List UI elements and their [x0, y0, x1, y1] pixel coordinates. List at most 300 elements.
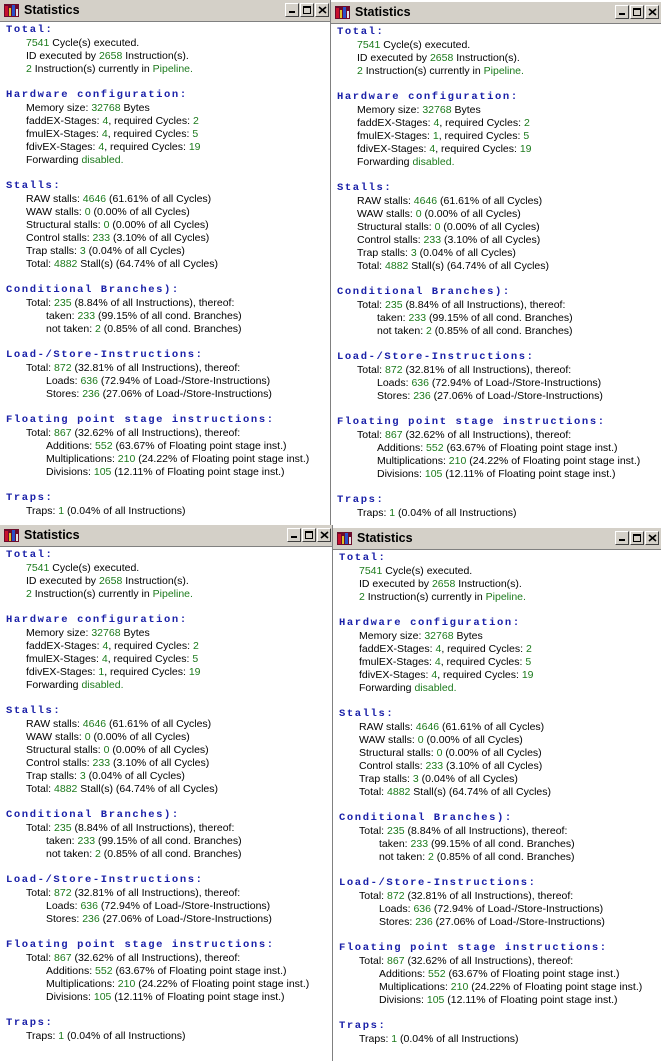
stat-text: (99.15% of all cond. Branches)	[426, 312, 573, 324]
stat-text: Total:	[26, 258, 55, 270]
stat-text: taken:	[379, 838, 411, 850]
traps-line	[337, 507, 661, 520]
stat-text: (12.11% of Floating point stage inst.)	[111, 991, 285, 1003]
title-bar[interactable]	[331, 2, 661, 24]
statistics-window	[0, 0, 331, 525]
fadd-stages-line	[6, 115, 331, 128]
stat-text: Stores:	[46, 913, 83, 925]
stat-text: Cycle(s) executed.	[49, 37, 140, 49]
stat-text: 2	[428, 851, 434, 863]
fp-total-line	[6, 952, 333, 965]
section-hardware-heading: Hardware configuration:	[6, 614, 188, 626]
branches-not-taken-line	[339, 851, 661, 864]
section-fp-heading: Floating point stage instructions:	[6, 414, 275, 426]
stat-text: 2	[523, 117, 530, 129]
stat-text: 1	[58, 505, 65, 517]
stat-text: 32768	[91, 627, 121, 639]
loads-line	[6, 375, 331, 388]
stat-text: Total:	[26, 427, 55, 439]
stat-text: (63.67% of Floating point stage inst.)	[112, 440, 287, 452]
fmul-stages-line	[6, 653, 333, 666]
stat-text: (61.61% of all Cycles)	[106, 718, 212, 730]
stat-text: (0.04% of all Instructions)	[397, 1033, 519, 1045]
section-fp-heading: Floating point stage instructions:	[339, 942, 608, 954]
stat-text: (0.04% of all Cycles)	[418, 773, 518, 785]
stat-text: Instruction(s).	[455, 578, 522, 590]
waw-stalls-line	[339, 734, 661, 747]
fdiv-stages-line	[337, 143, 661, 156]
fp-additions-line	[339, 968, 661, 981]
stat-text: (72.94% of Load-/Store-Instructions)	[97, 375, 271, 387]
branches-taken-line	[337, 312, 661, 325]
stat-text: 4646	[82, 718, 107, 730]
stat-text: (32.62% of all Instructions), thereof:	[404, 955, 574, 967]
fp-additions-line	[337, 442, 661, 455]
stat-text: Loads:	[379, 903, 414, 915]
stat-text: 867	[385, 429, 403, 441]
stat-text: (24.22% of Floating point stage inst.)	[466, 455, 641, 467]
stat-text: 7541	[359, 565, 383, 577]
stat-text: (0.00% of all Cycles)	[442, 747, 542, 759]
memory-size-line	[337, 104, 661, 117]
stat-text: Additions:	[377, 442, 427, 454]
close-icon[interactable]	[315, 3, 329, 17]
total-stalls-line	[6, 783, 333, 796]
cycles-executed-line	[339, 565, 661, 578]
stat-text: Instruction(s).	[122, 575, 189, 587]
stat-text: Stall(s) (64.74% of all Cycles)	[77, 258, 219, 270]
stat-text: 2658	[431, 578, 456, 590]
stat-text: 636	[80, 900, 98, 912]
stat-text: Multiplications:	[46, 978, 118, 990]
stat-text: (0.04% of all Cycles)	[416, 247, 516, 259]
stat-text: , required Cycles:	[108, 640, 193, 652]
stat-text: fmulEX-Stages:	[359, 656, 435, 668]
section-loadstore-heading: Load-/Store-Instructions:	[6, 349, 204, 361]
stat-text: 5	[192, 653, 199, 665]
stat-text: Memory size:	[359, 630, 425, 642]
fp-total-line	[339, 955, 661, 968]
stat-text: 32768	[424, 630, 454, 642]
stat-text: 3	[410, 247, 417, 259]
stat-text: 4882	[387, 786, 411, 798]
close-icon[interactable]	[317, 528, 331, 542]
minimize-icon[interactable]	[287, 528, 301, 542]
stat-text: (32.62% of all Instructions), thereof:	[71, 427, 241, 439]
stat-text: (32.81% of all Instructions), thereof:	[404, 890, 574, 902]
trap-stalls-line	[6, 245, 331, 258]
stat-text: 4882	[385, 260, 409, 272]
stat-text: Total:	[26, 952, 55, 964]
stat-text: 2658	[98, 50, 123, 62]
section-branches-heading: Conditional Branches):	[337, 286, 511, 298]
stat-text: Total:	[359, 955, 388, 967]
forwarding-line	[6, 679, 333, 692]
section-stalls-heading: Stalls:	[6, 180, 62, 192]
stat-text: (8.84% of all Instructions), thereof:	[402, 299, 566, 311]
stat-text: 636	[80, 375, 98, 387]
maximize-icon[interactable]	[302, 528, 316, 542]
fadd-stages-line	[339, 643, 661, 656]
stat-text: 1	[389, 507, 396, 519]
control-stalls-line	[339, 760, 661, 773]
fmul-stages-line	[339, 656, 661, 669]
stat-text: RAW stalls:	[359, 721, 416, 733]
stat-text: Instruction(s).	[453, 52, 520, 64]
stat-text: Bytes	[451, 104, 481, 116]
stat-text: 4646	[415, 721, 440, 733]
control-stalls-line	[6, 232, 331, 245]
stat-text: (0.00% of all Cycles)	[109, 219, 209, 231]
stores-line	[339, 916, 661, 929]
stat-text: Multiplications:	[46, 453, 118, 465]
window-title: Statistics	[24, 3, 80, 17]
branches-total-line	[6, 297, 331, 310]
raw-stalls-line	[337, 195, 661, 208]
stat-text: , required Cycles:	[439, 117, 524, 129]
stat-text: 1	[58, 1030, 65, 1042]
stat-text: , required Cycles:	[104, 666, 189, 678]
stat-text: 872	[385, 364, 403, 376]
id-executed-line	[339, 578, 661, 591]
stat-text: (8.84% of all Instructions), thereof:	[71, 297, 235, 309]
stat-text: disabled.	[414, 682, 457, 694]
statistics-app-icon	[4, 529, 19, 542]
stat-text: 19	[188, 666, 201, 678]
stat-text: Total:	[26, 783, 55, 795]
minimize-icon[interactable]	[615, 5, 629, 19]
fp-total-line	[337, 429, 661, 442]
cycles-executed-line	[337, 39, 661, 52]
stat-text: 3	[79, 245, 86, 257]
stat-text: Loads:	[377, 377, 412, 389]
traps-line	[6, 505, 331, 518]
stat-text: 19	[188, 141, 201, 153]
stat-text: 0	[84, 731, 91, 743]
fp-total-line	[6, 427, 331, 440]
stat-text: 4	[101, 653, 108, 665]
stat-text: 4	[102, 640, 109, 652]
stat-text: , required Cycles:	[107, 128, 193, 140]
stat-text: Memory size:	[26, 102, 92, 114]
stat-text: 105	[93, 466, 112, 478]
stat-text: Loads:	[46, 375, 81, 387]
stat-text: 233	[92, 757, 111, 769]
minimize-icon[interactable]	[285, 3, 299, 17]
stat-text: , required Cycles:	[107, 653, 193, 665]
fmul-stages-line	[337, 130, 661, 143]
fadd-stages-line	[337, 117, 661, 130]
stat-text: faddEX-Stages:	[357, 117, 434, 129]
stat-text: 210	[117, 978, 136, 990]
stat-text: Trap stalls:	[357, 247, 411, 259]
stat-text: 4	[431, 669, 438, 681]
stat-text: 3	[412, 773, 419, 785]
stat-text: (32.81% of all Instructions), thereof:	[402, 364, 572, 376]
stat-text: (0.00% of all Cycles)	[423, 734, 523, 746]
pipeline-line	[6, 588, 333, 601]
stat-text: Structural stalls:	[357, 221, 435, 233]
stat-text: not taken:	[46, 848, 96, 860]
stat-text: 32768	[422, 104, 452, 116]
stat-text: Total:	[26, 297, 55, 309]
stat-text: (32.62% of all Instructions), thereof:	[71, 952, 241, 964]
raw-stalls-line	[6, 193, 331, 206]
fp-divisions-line	[6, 991, 333, 1004]
section-hardware-heading: Hardware configuration:	[337, 91, 519, 103]
stat-text: Additions:	[46, 965, 96, 977]
stat-text: Total:	[26, 362, 55, 374]
stat-text: Stores:	[377, 390, 414, 402]
stat-text: Cycle(s) executed.	[49, 562, 140, 574]
stat-text: Instruction(s) currently in	[364, 591, 486, 603]
stat-text: faddEX-Stages:	[26, 115, 103, 127]
section-loadstore-heading: Load-/Store-Instructions:	[337, 351, 535, 363]
stat-text: 7541	[26, 562, 50, 574]
stat-text: , required Cycles:	[437, 669, 522, 681]
stat-text: 5	[525, 656, 532, 668]
stat-text: 4	[433, 117, 440, 129]
stat-text: (0.04% of all Cycles)	[85, 245, 185, 257]
stat-text: Divisions:	[46, 466, 94, 478]
stat-text: 2	[192, 640, 199, 652]
stat-text: (24.22% of Floating point stage inst.)	[468, 981, 643, 993]
stat-text: (27.06% of Load-/Store-Instructions)	[99, 913, 272, 925]
section-total-heading: Total:	[6, 24, 54, 36]
stat-text: 4	[435, 643, 442, 655]
stat-text: Control stalls:	[357, 234, 424, 246]
pipeline-line	[6, 63, 331, 76]
stat-text: fmulEX-Stages:	[26, 128, 102, 140]
stat-text: Control stalls:	[26, 232, 93, 244]
section-branches-heading: Conditional Branches):	[6, 809, 180, 821]
stat-text: (61.61% of all Cycles)	[106, 193, 212, 205]
title-bar[interactable]	[0, 0, 331, 22]
stat-text: 233	[425, 760, 444, 772]
stat-text: 1	[432, 130, 439, 142]
fmul-stages-line	[6, 128, 331, 141]
stat-text: 2	[26, 588, 32, 600]
stat-text: 5	[192, 128, 199, 140]
statistics-window	[0, 525, 333, 1061]
stat-text: 5	[523, 130, 530, 142]
stat-text: Traps:	[359, 1033, 392, 1045]
stat-text: (0.00% of all Cycles)	[421, 208, 521, 220]
stat-text: Forwarding	[26, 154, 82, 166]
window-title: Statistics	[24, 528, 80, 542]
stat-text: taken:	[46, 310, 78, 322]
stat-text: Total:	[357, 429, 386, 441]
stat-text: Bytes	[453, 630, 483, 642]
branches-taken-line	[6, 835, 333, 848]
pipeline-line	[339, 591, 661, 604]
fp-multiplications-line	[6, 978, 333, 991]
stat-text: 2	[95, 323, 101, 335]
stat-text: taken:	[46, 835, 78, 847]
close-icon[interactable]	[645, 5, 659, 19]
stores-line	[6, 913, 333, 926]
stat-text: (3.10% of all Cycles)	[441, 234, 541, 246]
branches-total-line	[6, 822, 333, 835]
fp-multiplications-line	[337, 455, 661, 468]
stat-text: 235	[54, 822, 72, 834]
traps-line	[6, 1030, 333, 1043]
stat-text: Memory size:	[357, 104, 423, 116]
stat-text: (8.84% of all Instructions), thereof:	[71, 822, 235, 834]
statistics-content	[331, 24, 661, 520]
fp-multiplications-line	[6, 453, 331, 466]
maximize-icon[interactable]	[630, 531, 644, 545]
stat-text: fmulEX-Stages:	[357, 130, 433, 142]
stat-text: RAW stalls:	[26, 718, 83, 730]
stat-text: (24.22% of Floating point stage inst.)	[135, 453, 310, 465]
stat-text: 4882	[54, 783, 78, 795]
loads-line	[6, 900, 333, 913]
stat-text: Instruction(s) currently in	[31, 588, 153, 600]
stat-text: (63.67% of Floating point stage inst.)	[112, 965, 287, 977]
stat-text: 552	[428, 968, 446, 980]
trap-stalls-line	[337, 247, 661, 260]
statistics-app-icon	[335, 6, 350, 19]
stat-text: (99.15% of all cond. Branches)	[95, 310, 242, 322]
stat-text: Instruction(s) currently in	[362, 65, 484, 77]
stat-text: (8.84% of all Instructions), thereof:	[404, 825, 568, 837]
stat-text: Trap stalls:	[26, 770, 80, 782]
stat-text: Structural stalls:	[26, 744, 104, 756]
stat-text: Total:	[359, 786, 388, 798]
stat-text: Bytes	[120, 102, 150, 114]
branches-total-line	[337, 299, 661, 312]
stat-text: Stall(s) (64.74% of all Cycles)	[408, 260, 550, 272]
stat-text: 235	[387, 825, 405, 837]
stat-text: 4	[102, 115, 109, 127]
stat-text: 2	[192, 115, 199, 127]
loadstore-total-line	[339, 890, 661, 903]
title-bar[interactable]	[333, 528, 661, 550]
section-traps-heading: Traps:	[337, 494, 385, 506]
stat-text: WAW stalls:	[26, 206, 85, 218]
section-stalls-heading: Stalls:	[339, 708, 395, 720]
stat-text: not taken:	[46, 323, 96, 335]
stat-text: Traps:	[26, 1030, 59, 1042]
stat-text: , required Cycles:	[108, 115, 193, 127]
stat-text: Stores:	[379, 916, 416, 928]
total-stalls-line	[6, 258, 331, 271]
minimize-icon[interactable]	[615, 531, 629, 545]
stat-text: 7541	[357, 39, 381, 51]
section-fp-heading: Floating point stage instructions:	[337, 416, 606, 428]
stat-text: 872	[54, 887, 72, 899]
stat-text: fdivEX-Stages:	[26, 666, 99, 678]
fp-additions-line	[6, 440, 331, 453]
stat-text: (0.85% of all cond. Branches)	[100, 323, 242, 335]
stat-text: 4	[429, 143, 436, 155]
id-executed-line	[6, 50, 331, 63]
stat-text: (72.94% of Load-/Store-Instructions)	[428, 377, 602, 389]
stat-text: 2	[357, 65, 363, 77]
waw-stalls-line	[6, 731, 333, 744]
stat-text: Pipeline.	[483, 65, 524, 77]
stat-text: (0.00% of all Cycles)	[90, 206, 190, 218]
close-icon[interactable]	[645, 531, 659, 545]
fp-divisions-line	[6, 466, 331, 479]
branches-taken-line	[339, 838, 661, 851]
stat-text: Divisions:	[377, 468, 425, 480]
stat-text: (32.62% of all Instructions), thereof:	[402, 429, 572, 441]
waw-stalls-line	[337, 208, 661, 221]
stat-text: 0	[415, 208, 422, 220]
stat-text: not taken:	[379, 851, 429, 863]
section-traps-heading: Traps:	[6, 492, 54, 504]
stat-text: Total:	[26, 887, 55, 899]
window-title: Statistics	[357, 531, 413, 545]
pipeline-line	[337, 65, 661, 78]
stat-text: (63.67% of Floating point stage inst.)	[445, 968, 620, 980]
raw-stalls-line	[339, 721, 661, 734]
stat-text: Stores:	[46, 388, 83, 400]
stat-text: Additions:	[46, 440, 96, 452]
loadstore-total-line	[6, 362, 331, 375]
branches-not-taken-line	[6, 848, 333, 861]
maximize-icon[interactable]	[630, 5, 644, 19]
stat-text: disabled.	[412, 156, 455, 168]
stat-text: Instruction(s).	[122, 50, 189, 62]
stat-text: (0.04% of all Instructions)	[64, 505, 186, 517]
statistics-content	[333, 550, 661, 1046]
stat-text: Total:	[359, 825, 388, 837]
stat-text: Structural stalls:	[359, 747, 437, 759]
stat-text: taken:	[377, 312, 409, 324]
section-branches-heading: Conditional Branches):	[339, 812, 513, 824]
stat-text: ID executed by	[357, 52, 430, 64]
title-bar[interactable]	[0, 525, 333, 547]
stat-text: 4	[434, 656, 441, 668]
stat-text: 233	[410, 838, 429, 850]
stat-text: (3.10% of all Cycles)	[110, 757, 210, 769]
stat-text: 235	[385, 299, 403, 311]
branches-not-taken-line	[6, 323, 331, 336]
stat-text: Pipeline.	[152, 588, 193, 600]
stat-text: Forwarding	[357, 156, 413, 168]
stat-text: RAW stalls:	[357, 195, 414, 207]
structural-stalls-line	[339, 747, 661, 760]
stat-text: (32.81% of all Instructions), thereof:	[71, 887, 241, 899]
id-executed-line	[6, 575, 333, 588]
stat-text: Trap stalls:	[26, 245, 80, 257]
section-loadstore-heading: Load-/Store-Instructions:	[339, 877, 537, 889]
fdiv-stages-line	[6, 141, 331, 154]
stat-text: 4882	[54, 258, 78, 270]
loadstore-total-line	[337, 364, 661, 377]
stat-text: Pipeline.	[152, 63, 193, 75]
maximize-icon[interactable]	[300, 3, 314, 17]
stat-text: Total:	[26, 822, 55, 834]
stores-line	[337, 390, 661, 403]
stat-text: (0.04% of all Cycles)	[85, 770, 185, 782]
stat-text: (32.81% of all Instructions), thereof:	[71, 362, 241, 374]
cycles-executed-line	[6, 562, 333, 575]
statistics-window	[333, 528, 661, 1061]
memory-size-line	[6, 627, 333, 640]
stat-text: 872	[387, 890, 405, 902]
stat-text: Loads:	[46, 900, 81, 912]
stat-text: 210	[450, 981, 469, 993]
stat-text: Multiplications:	[377, 455, 449, 467]
stat-text: faddEX-Stages:	[359, 643, 436, 655]
statistics-app-icon	[337, 532, 352, 545]
stat-text: (12.11% of Floating point stage inst.)	[442, 468, 616, 480]
stat-text: 210	[117, 453, 136, 465]
